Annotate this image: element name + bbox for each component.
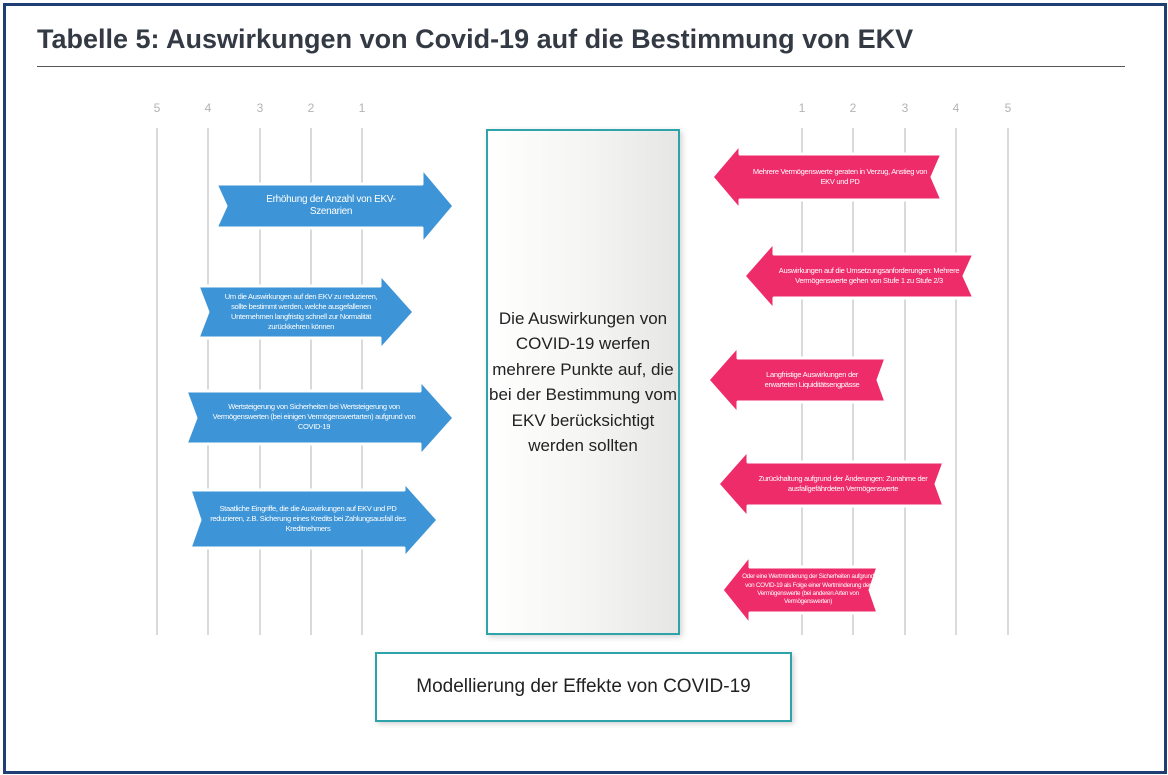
left-arrow-1-text: Erhöhung der Anzahl von EKV-Szenarien (266, 194, 396, 217)
scale-left-tick-3: 3 (256, 101, 264, 115)
title-divider (37, 66, 1125, 67)
scale-right-tick-5: 5 (1004, 101, 1012, 115)
center-text: Die Auswirkungen von COVID-19 werfen mehrere Punkte auf, die bei der Bestimmung vom EKV berücksichtigt werden sollten (488, 308, 678, 455)
scale-right-line-5 (1007, 128, 1009, 635)
right-arrow-1-text: Mehrere Vermögenswerte geraten in Verzug, Anstieg von EKV und PD (752, 167, 928, 186)
scale-left-line-5 (156, 128, 158, 635)
scale-left-tick-2: 2 (307, 101, 315, 115)
left-arrow-4-text: Staatliche Eingriffe, die die Auswirkungen auf EKV und PD reduzieren, z.B. Sicherung eines Kredits bei Zahlungsausfall des Kreditnehmers (210, 504, 406, 533)
right-arrow-3-text: Langfristige Auswirkungen der erwarteten Liquiditätsengpässe (764, 370, 860, 389)
modeling-label: Modellierung der Effekte von COVID-19 (416, 676, 751, 697)
scale-right-tick-4: 4 (952, 101, 960, 115)
scale-right-tick-3: 3 (901, 101, 909, 115)
left-arrow-3-text: Wertsteigerung von Sicherheiten bei Wertsteigerung von Vermögenswerten (bei einigen Vermögenswertarten) aufgrund von COVID-19 (212, 402, 416, 431)
scale-right-line-4 (955, 128, 957, 635)
scale-left-tick-4: 4 (204, 101, 212, 115)
scale-right-tick-1: 1 (798, 101, 806, 115)
page-title: Tabelle 5: Auswirkungen von Covid-19 auf die Bestimmung von EKV (37, 24, 914, 54)
scale-right-tick-2: 2 (849, 101, 857, 115)
right-arrow-2-text: Auswirkungen auf die Umsetzungsanforderungen: Mehrere Vermögenswerte gehen von Stufe 1 zu Stufe 2/3 (778, 266, 960, 285)
right-arrow-4-text: Zurückhaltung aufgrund der Änderungen: Zunahme der ausfallgefährdeten Vermögenswerte (758, 474, 928, 493)
scale-left-tick-5: 5 (153, 101, 161, 115)
scale-left-tick-1: 1 (358, 101, 366, 115)
modeling-label-box (375, 652, 792, 722)
left-arrow-2-text: Um die Auswirkungen auf den EKV zu reduzieren, sollte bestimmt werden, welche ausgefallenen Unternehmen langfristig schnell zur Normalität zurückkehren können (224, 292, 378, 331)
right-arrow-5-text: Oder eine Wertminderung der Sicherheiten aufgrund von COVID-19 als Folge einer Wertminderung der Vermögenswerte (bei anderen Arten von Vermögenswerten) (742, 573, 874, 606)
